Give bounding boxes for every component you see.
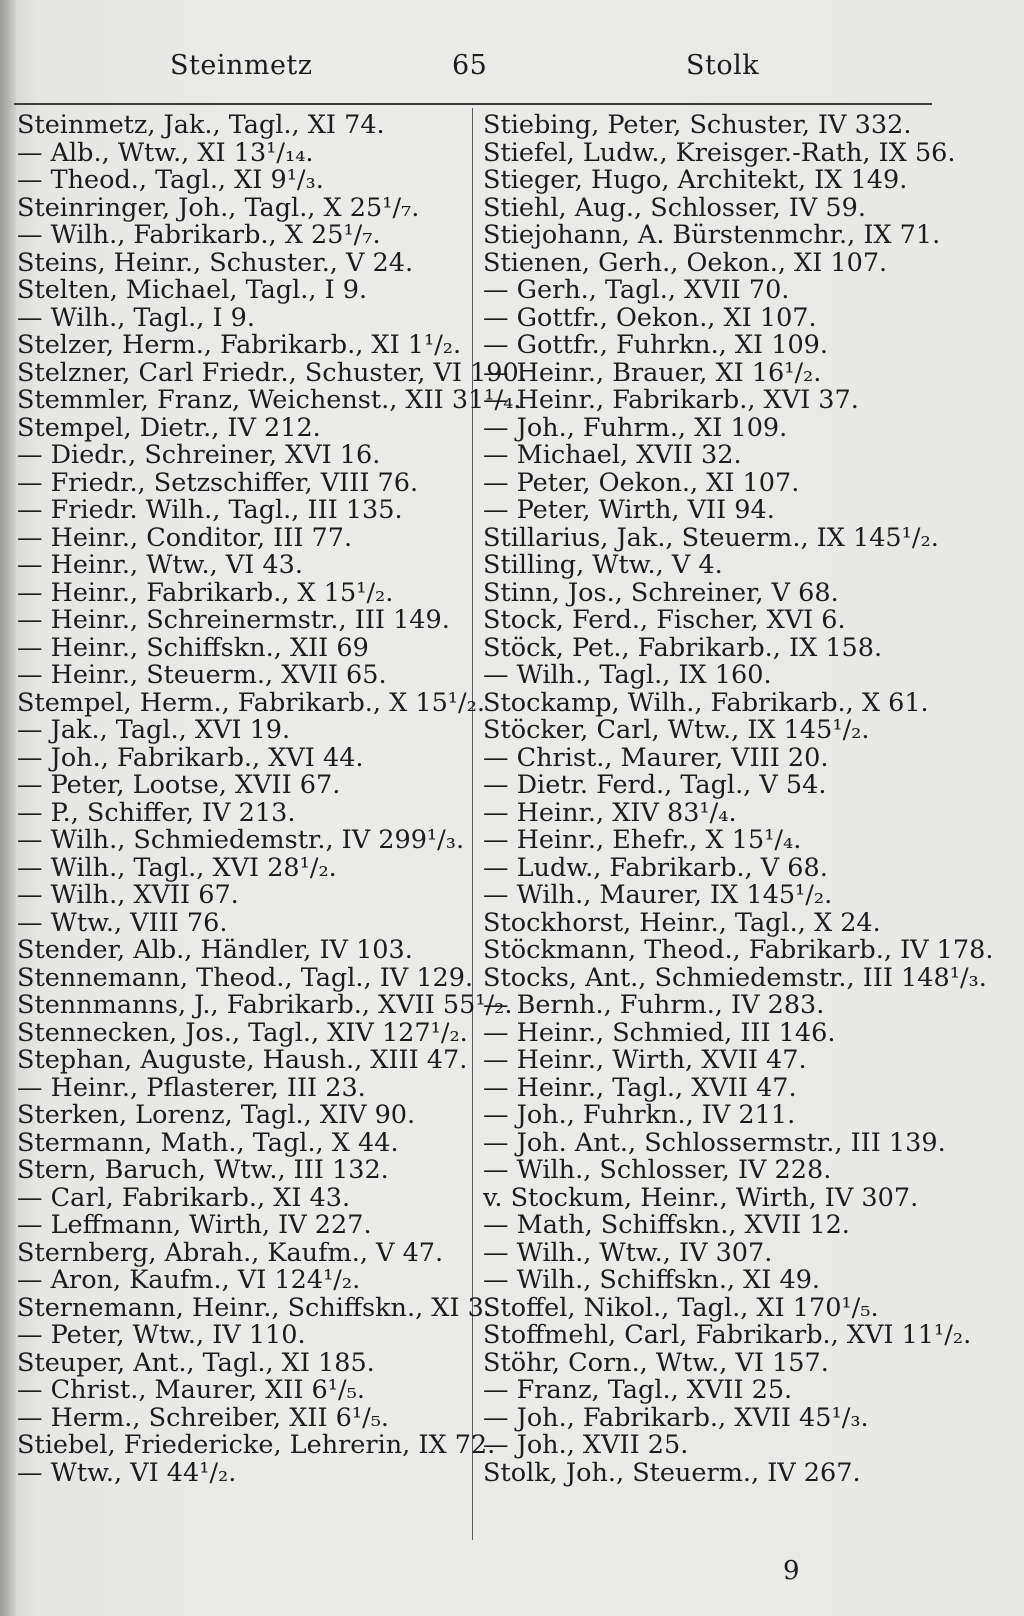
directory-entry: — Bernh., Fuhrm., IV 283. <box>483 990 825 1020</box>
directory-entry: — Heinr., Steuerm., XVII 65. <box>17 660 387 690</box>
directory-entry: — Math, Schiffskn., XVII 12. <box>483 1210 850 1240</box>
directory-entry: — Gerh., Tagl., XVII 70. <box>483 275 790 305</box>
directory-entry: — Christ., Maurer, XII 6¹/₅. <box>17 1375 365 1405</box>
directory-entry: — Peter, Wirth, VII 94. <box>483 495 775 525</box>
directory-entry: — Diedr., Schreiner, XVI 16. <box>17 440 381 470</box>
directory-entry: — Alb., Wtw., XI 13¹/₁₄. <box>17 137 314 168</box>
directory-entry: Stennecken, Jos., Tagl., XIV 127¹/₂. <box>17 1017 468 1048</box>
directory-entry: — Heinr., Brauer, XI 16¹/₂. <box>483 357 822 388</box>
directory-entry: Stock, Ferd., Fischer, XVI 6. <box>483 605 846 635</box>
directory-entry: Stöck, Pet., Fabrikarb., IX 158. <box>483 632 883 663</box>
directory-entry: — Heinr., Fabrikarb., XVI 37. <box>483 385 859 415</box>
running-head-right: Stolk <box>686 50 760 81</box>
directory-entry: — Christ., Maurer, VIII 20. <box>483 742 829 773</box>
directory-entry: Stennmanns, J., Fabrikarb., XVII 55¹/₂. <box>17 990 513 1020</box>
directory-entry: Stiehl, Aug., Schlosser, IV 59. <box>483 192 866 223</box>
directory-entry: — Heinr., Schiffskn., XII 69 <box>17 632 369 663</box>
directory-entry: Stelten, Michael, Tagl., I 9. <box>17 275 368 305</box>
directory-entry: Stermann, Math., Tagl., X 44. <box>17 1127 399 1158</box>
left-column <box>17 110 527 1488</box>
directory-entry: Sternemann, Heinr., Schiffskn., XI 3. <box>17 1292 492 1323</box>
directory-entry: Stöcker, Carl, Wtw., IX 145¹/₂. <box>483 715 870 745</box>
directory-entry: — Peter, Lootse, XVII 67. <box>17 770 341 800</box>
directory-entry: — Dietr. Ferd., Tagl., V 54. <box>483 770 827 800</box>
directory-entry: — Wilh., XVII 67. <box>17 880 239 910</box>
directory-entry: — Joh., Fabrikarb., XVI 44. <box>17 742 364 773</box>
directory-entry: Stennemann, Theod., Tagl., IV 129. <box>17 962 474 993</box>
directory-entry: — Wtw., VI 44¹/₂. <box>17 1457 237 1488</box>
directory-entry: — Jak., Tagl., XVI 19. <box>17 715 291 745</box>
directory-entry: Stillarius, Jak., Steuerm., IX 145¹/₂. <box>483 522 939 553</box>
directory-entry: Stieger, Hugo, Architekt, IX 149. <box>483 165 908 195</box>
directory-entry: — Wilh., Schiffskn., XI 49. <box>483 1265 821 1295</box>
directory-entry: — Wilh., Schmiedemstr., IV 299¹/₃. <box>17 825 465 855</box>
directory-entry: — Joh. Ant., Schlossermstr., III 139. <box>483 1127 946 1158</box>
directory-entry: Stinn, Jos., Schreiner, V 68. <box>483 577 839 608</box>
directory-entry: — Heinr., Tagl., XVII 47. <box>483 1072 797 1103</box>
directory-entry: Stelzer, Herm., Fabrikarb., XI 1¹/₂. <box>17 330 462 360</box>
page-number: 65 <box>452 50 488 81</box>
page-binding-edge <box>0 0 16 1616</box>
directory-entry: Stoffel, Nikol., Tagl., XI 170¹/₅. <box>483 1292 879 1323</box>
directory-entry: Sternberg, Abrah., Kaufm., V 47. <box>17 1237 444 1268</box>
directory-entry: — Wilh., Tagl., I 9. <box>17 302 255 333</box>
directory-entry: Stern, Baruch, Wtw., III 132. <box>17 1155 389 1185</box>
directory-entry: — Heinr., Conditor, III 77. <box>17 522 353 553</box>
directory-entry: — Wilh., Tagl., XVI 28¹/₂. <box>17 852 337 883</box>
directory-entry: — Wilh., Tagl., IX 160. <box>483 660 772 690</box>
directory-entry: — Wtw., VIII 76. <box>17 907 228 938</box>
directory-entry: — Joh., Fuhrm., XI 109. <box>483 412 788 443</box>
directory-entry: — Heinr., Wtw., VI 43. <box>17 550 303 580</box>
directory-entry: — Heinr., Schmied, III 146. <box>483 1017 836 1048</box>
directory-entry: Stöhr, Corn., Wtw., VI 157. <box>483 1347 829 1378</box>
directory-entry: Stemmler, Franz, Weichenst., XII 31¹/₄. <box>17 385 522 415</box>
directory-entry: — Joh., XVII 25. <box>483 1430 689 1460</box>
directory-entry: — Heinr., Ehefr., X 15¹/₄. <box>483 825 802 855</box>
directory-entry: — Herm., Schreiber, XII 6¹/₅. <box>17 1402 390 1433</box>
directory-entry: — Franz, Tagl., XVII 25. <box>483 1375 793 1405</box>
printer-signature: 9 <box>783 1556 800 1586</box>
directory-entry: — Carl, Fabrikarb., XI 43. <box>17 1182 351 1213</box>
directory-entry: — P., Schiffer, IV 213. <box>17 797 296 828</box>
directory-entry: — Wilh., Wtw., IV 307. <box>483 1237 773 1268</box>
directory-entry: Steinringer, Joh., Tagl., X 25¹/₇. <box>17 192 420 223</box>
directory-entry: — Gottfr., Oekon., XI 107. <box>483 302 817 333</box>
directory-entry: Stockhorst, Heinr., Tagl., X 24. <box>483 907 881 938</box>
directory-entry: — Peter, Oekon., XI 107. <box>483 467 800 498</box>
directory-entry: — Joh., Fabrikarb., XVII 45¹/₃. <box>483 1402 869 1433</box>
directory-entry: Stiebing, Peter, Schuster, IV 332. <box>483 110 912 140</box>
directory-entry: Stiejohann, A. Bürstenmchr., IX 71. <box>483 220 941 250</box>
directory-entry: — Theod., Tagl., XI 9¹/₃. <box>17 165 324 195</box>
directory-entry: Stempel, Dietr., IV 212. <box>17 412 321 443</box>
header-rule <box>14 103 932 105</box>
directory-entry: Stöckmann, Theod., Fabrikarb., IV 178. <box>483 935 994 965</box>
directory-entry: Stender, Alb., Händler, IV 103. <box>17 935 413 965</box>
directory-entry: — Wilh., Maurer, IX 145¹/₂. <box>483 880 833 910</box>
directory-entry: Stienen, Gerh., Oekon., XI 107. <box>483 247 888 278</box>
directory-entry: — Gottfr., Fuhrkn., XI 109. <box>483 330 828 360</box>
directory-entry: — Heinr., Schreinermstr., III 149. <box>17 605 450 635</box>
directory-entry: — Friedr., Setzschiffer, VIII 76. <box>17 467 419 498</box>
directory-entry: — Leffmann, Wirth, IV 227. <box>17 1210 372 1240</box>
running-head-left: Steinmetz <box>170 50 313 81</box>
directory-entry: — Peter, Wtw., IV 110. <box>17 1320 306 1350</box>
directory-entry: Steins, Heinr., Schuster., V 24. <box>17 247 414 278</box>
directory-entry: — Wilh., Schlosser, IV 228. <box>483 1155 832 1185</box>
directory-entry: — Michael, XVII 32. <box>483 440 742 470</box>
directory-entry: Steuper, Ant., Tagl., XI 185. <box>17 1347 375 1378</box>
directory-entry: — Heinr., XIV 83¹/₄. <box>483 797 737 828</box>
right-column <box>483 110 994 1488</box>
directory-entry: Stocks, Ant., Schmiedemstr., III 148¹/₃. <box>483 962 987 993</box>
directory-entry: — Aron, Kaufm., VI 124¹/₂. <box>17 1265 361 1295</box>
column-divider <box>472 108 473 1540</box>
directory-entry: — Heinr., Fabrikarb., X 15¹/₂. <box>17 577 394 608</box>
directory-entry: — Joh., Fuhrkn., IV 211. <box>483 1100 796 1130</box>
directory-entry: Stelzner, Carl Friedr., Schuster, VI 190. <box>17 357 527 388</box>
directory-entry: Stolk, Joh., Steuerm., IV 267. <box>483 1457 861 1488</box>
directory-entry: Stiefel, Ludw., Kreisger.-Rath, IX 56. <box>483 137 956 168</box>
directory-entry: Steinmetz, Jak., Tagl., XI 74. <box>17 110 385 140</box>
directory-entry: — Heinr., Pflasterer, III 23. <box>17 1072 366 1103</box>
directory-entry: — Heinr., Wirth, XVII 47. <box>483 1045 807 1075</box>
directory-entry: Stiebel, Friedericke, Lehrerin, IX 72. <box>17 1430 496 1460</box>
directory-entry: v. Stockum, Heinr., Wirth, IV 307. <box>483 1182 919 1213</box>
directory-entry: Stilling, Wtw., V 4. <box>483 550 723 580</box>
directory-entry: — Wilh., Fabrikarb., X 25¹/₇. <box>17 220 381 250</box>
directory-entry: Stephan, Auguste, Haush., XIII 47. <box>17 1045 468 1075</box>
directory-entry: Stockamp, Wilh., Fabrikarb., X 61. <box>483 687 929 718</box>
directory-entry: — Ludw., Fabrikarb., V 68. <box>483 852 828 883</box>
directory-entry: Sterken, Lorenz, Tagl., XIV 90. <box>17 1100 416 1130</box>
directory-entry: Stoffmehl, Carl, Fabrikarb., XVI 11¹/₂. <box>483 1320 972 1350</box>
directory-entry: — Friedr. Wilh., Tagl., III 135. <box>17 495 403 525</box>
directory-entry: Stempel, Herm., Fabrikarb., X 15¹/₂. <box>17 687 485 718</box>
